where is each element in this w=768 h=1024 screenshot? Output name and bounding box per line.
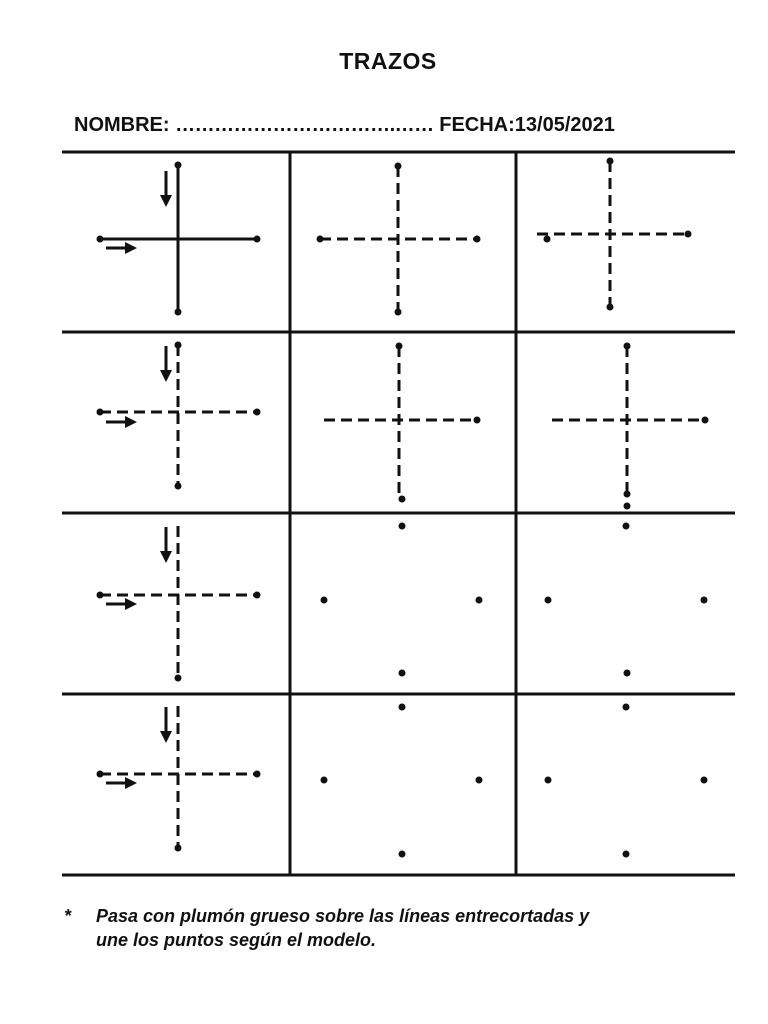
guide-dot [399,851,406,858]
guide-dot [607,158,613,164]
guide-dot [545,597,552,604]
guide-dot [476,777,483,784]
guide-dot [399,670,406,677]
guide-dot [701,597,708,604]
guide-dot [395,163,401,169]
guide-dot [544,236,550,242]
cell-r2-c3-dashed-cross [552,343,708,509]
date-value: 13/05/2021 [514,114,615,136]
end-dot [254,236,260,242]
guide-dot [254,409,260,415]
cell-r3-c3-four-dots [545,523,708,677]
guide-dot [175,483,181,489]
guide-dot [474,417,480,423]
start-dot [97,236,103,242]
date-label: FECHA: [439,114,515,136]
name-label: NOMBRE: [74,114,170,136]
guide-dot [175,845,181,851]
guide-dot [701,777,708,784]
guide-dot [623,523,630,530]
guide-dot [399,523,406,530]
instructions-line-2: une los puntos según el modelo. [96,930,377,950]
instructions-line-1: Pasa con plumón grueso sobre las líneas entrecortadas y [96,906,590,926]
cell-r4-c2-four-dots [321,704,483,858]
end-dot [175,309,181,315]
cell-r1-c3-dashed-cross [537,158,691,310]
cell-r2-c1-model-dashed-cross [97,342,260,489]
guide-dot [321,777,328,784]
guide-dot [317,236,323,242]
guide-dot [624,670,631,677]
guide-dot [624,491,630,497]
guide-dot [396,343,402,349]
guide-dot [175,342,181,348]
guide-dot [97,771,103,777]
guide-dot [399,496,405,502]
guide-dot [624,343,630,349]
guide-dot [623,704,630,711]
guide-dot [474,236,480,242]
cell-r1-c2-dashed-cross [317,163,480,315]
cell-r2-c2-dashed-cross [324,343,480,502]
start-dot [175,162,181,168]
guide-dot [321,597,328,604]
guide-dot [624,503,630,509]
guide-dot [476,597,483,604]
guide-dot [607,304,613,310]
guide-dot [97,409,103,415]
footnote-marker: * [64,906,72,926]
instructions-text [96,904,589,952]
cell-r4-c1-model-dashed-cross [97,706,260,851]
guide-dot [254,771,260,777]
guide-dot [623,851,630,858]
worksheet-title: TRAZOS [339,48,437,74]
guide-dot [97,592,103,598]
guide-dot [395,309,401,315]
cell-r1-c1-model-solid-cross [97,162,260,315]
guide-dot [399,704,406,711]
cell-r3-c2-four-dots [321,523,483,677]
guide-dot [685,231,691,237]
cell-r3-c1-model-dashed-cross [97,526,260,681]
name-blank[interactable]: …………………………….…… [175,114,434,136]
guide-dot [702,417,708,423]
guide-dot [545,777,552,784]
guide-dot [175,675,181,681]
cell-r4-c3-four-dots [545,704,708,858]
guide-dot [254,592,260,598]
